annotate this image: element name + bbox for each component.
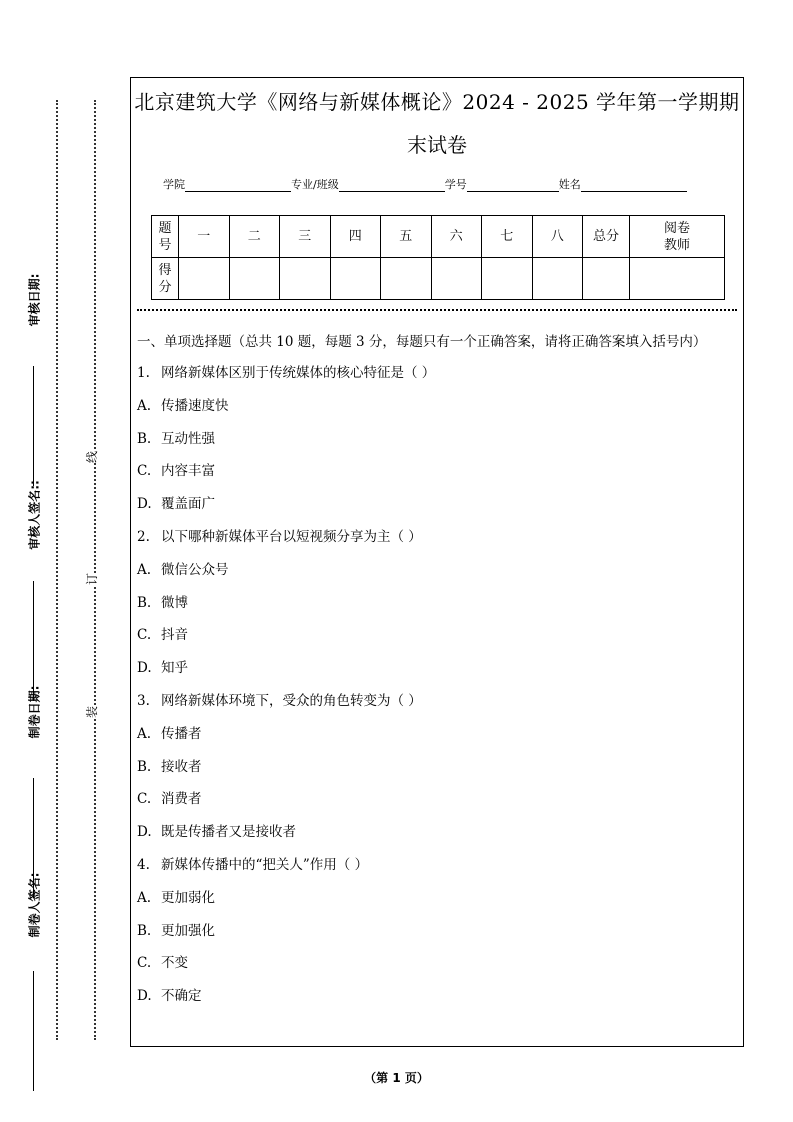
option-key: C.: [137, 463, 152, 480]
option-key: A.: [137, 889, 152, 906]
teacher-cell[interactable]: [630, 258, 725, 300]
reviewer-sign-field: [14, 480, 54, 701]
option-key: C.: [137, 791, 152, 808]
make-date-field: [14, 685, 54, 898]
review-date-label: 审核日期:: [27, 273, 42, 327]
score-cell[interactable]: [280, 258, 331, 300]
score-cell[interactable]: [482, 258, 533, 300]
binding-char-xian: 线: [85, 450, 100, 464]
student-id-label: 学号: [444, 178, 467, 191]
dotted-separator: [137, 309, 737, 311]
score-cell[interactable]: [179, 258, 230, 300]
section-1-header: 一、单项选择题（总共 10 题，每题 3 分，每题只有一个正确答案，请将正确答案填入括号内）: [137, 334, 707, 350]
option-key: B.: [137, 594, 152, 611]
major-class-blank[interactable]: [339, 179, 445, 192]
option-3-b: [137, 757, 735, 790]
option-key: B.: [137, 922, 152, 939]
question-number: 4.: [137, 856, 150, 873]
column-header: 三: [280, 216, 331, 258]
question-4: [137, 855, 735, 888]
option-1-c: [137, 461, 735, 494]
major-class-label: 专业/班级: [291, 178, 339, 191]
option-key: D.: [137, 496, 152, 513]
maker-sign-label: 制卷人签名:: [27, 872, 42, 938]
maker-sign-field: [14, 872, 54, 1091]
student-info-row: [163, 176, 687, 192]
option-1-a: [137, 396, 735, 429]
option-key: A.: [137, 725, 152, 742]
question-number: 1.: [137, 365, 150, 381]
question-text: 新媒体传播中的“把关人”作用（ ）: [161, 856, 369, 873]
question-text: 网络新媒体环境下，受众的角色转变为（ ）: [161, 692, 422, 709]
option-key: C.: [137, 627, 152, 644]
college-blank[interactable]: [185, 179, 291, 192]
option-text: 知乎: [161, 660, 188, 677]
option-2-a: [137, 560, 735, 593]
binding-dotted-line-inner: [94, 100, 96, 1040]
option-key: D.: [137, 988, 152, 1005]
review-date-field: [14, 273, 54, 486]
make-date-label: 制卷日期:: [27, 685, 42, 739]
question-number-label: 题 号: [152, 216, 179, 258]
option-text: 抖音: [161, 627, 188, 644]
exam-title-line2: 末试卷: [407, 133, 467, 157]
column-header: 七: [482, 216, 533, 258]
score-table: [151, 215, 725, 300]
column-header: 六: [431, 216, 482, 258]
option-text: 接收者: [161, 758, 202, 775]
page-number: （第 1 页）: [364, 1071, 429, 1085]
option-3-c: [137, 789, 735, 822]
total-score-cell[interactable]: [583, 258, 630, 300]
option-text: 内容丰富: [161, 463, 215, 480]
score-cell[interactable]: [431, 258, 482, 300]
option-text: 传播速度快: [161, 397, 229, 414]
name-blank[interactable]: [581, 179, 687, 192]
question-number: 2.: [137, 528, 150, 545]
exam-title-line1: 北京建筑大学《网络与新媒体概论》2024 - 2025 学年第一学期期: [134, 90, 740, 114]
question-1: [137, 363, 735, 396]
question-list: [137, 363, 735, 1019]
column-header: 二: [229, 216, 280, 258]
option-key: D.: [137, 824, 152, 841]
option-3-a: [137, 724, 735, 757]
score-cell[interactable]: [381, 258, 432, 300]
student-id-blank[interactable]: [467, 179, 559, 192]
option-key: B.: [137, 758, 152, 775]
option-4-a: [137, 888, 735, 921]
binding-char-ding: 订: [85, 572, 100, 586]
option-key: B.: [137, 430, 152, 447]
score-cell[interactable]: [532, 258, 583, 300]
option-2-c: [137, 625, 735, 658]
option-text: 不变: [161, 955, 188, 972]
column-header: 四: [330, 216, 381, 258]
binding-dotted-line-outer: [56, 100, 58, 1040]
column-header: 五: [381, 216, 432, 258]
score-cell[interactable]: [330, 258, 381, 300]
column-header: 一: [179, 216, 230, 258]
question-2: [137, 527, 735, 560]
score-table-score-row: [152, 258, 725, 300]
teacher-header: 阅卷 教师: [630, 216, 725, 258]
binding-char-zhuang: 装: [85, 705, 100, 719]
reviewer-sign-blank[interactable]: [33, 581, 34, 701]
option-text: 微信公众号: [161, 561, 229, 578]
option-text: 更加强化: [161, 922, 215, 939]
column-header: 总分: [583, 216, 630, 258]
column-header: 八: [532, 216, 583, 258]
option-text: 不确定: [161, 988, 202, 1005]
option-text: 传播者: [161, 725, 202, 742]
reviewer-sign-label: 审核人签名::: [27, 480, 42, 550]
score-cell[interactable]: [229, 258, 280, 300]
exam-page: [130, 77, 744, 1047]
option-1-d: [137, 494, 735, 527]
question-text: 网络新媒体区别于传统媒体的核心特征是（ ）: [161, 365, 436, 381]
option-text: 消费者: [161, 791, 202, 808]
option-2-b: [137, 593, 735, 626]
option-2-d: [137, 658, 735, 691]
score-table-header-row: [152, 216, 725, 258]
option-4-c: [137, 953, 735, 986]
option-text: 更加弱化: [161, 889, 215, 906]
option-4-b: [137, 921, 735, 954]
score-label: 得 分: [152, 258, 179, 300]
name-label: 姓名: [558, 178, 581, 191]
option-text: 覆盖面广: [161, 496, 215, 513]
option-4-d: [137, 986, 735, 1019]
college-label: 学院: [163, 178, 185, 191]
question-text: 以下哪种新媒体平台以短视频分享为主（ ）: [161, 528, 422, 545]
exam-body: [137, 331, 735, 1019]
option-1-b: [137, 429, 735, 462]
option-key: D.: [137, 660, 152, 677]
question-3: [137, 691, 735, 724]
option-text: 微博: [161, 594, 188, 611]
option-key: A.: [137, 561, 152, 578]
option-3-d: [137, 822, 735, 855]
option-text: 互动性强: [161, 430, 215, 447]
option-key: C.: [137, 955, 152, 972]
option-key: A.: [137, 397, 152, 414]
review-date-blank[interactable]: [33, 366, 34, 486]
question-number: 3.: [137, 692, 150, 709]
option-text: 既是传播者又是接收者: [161, 824, 296, 841]
